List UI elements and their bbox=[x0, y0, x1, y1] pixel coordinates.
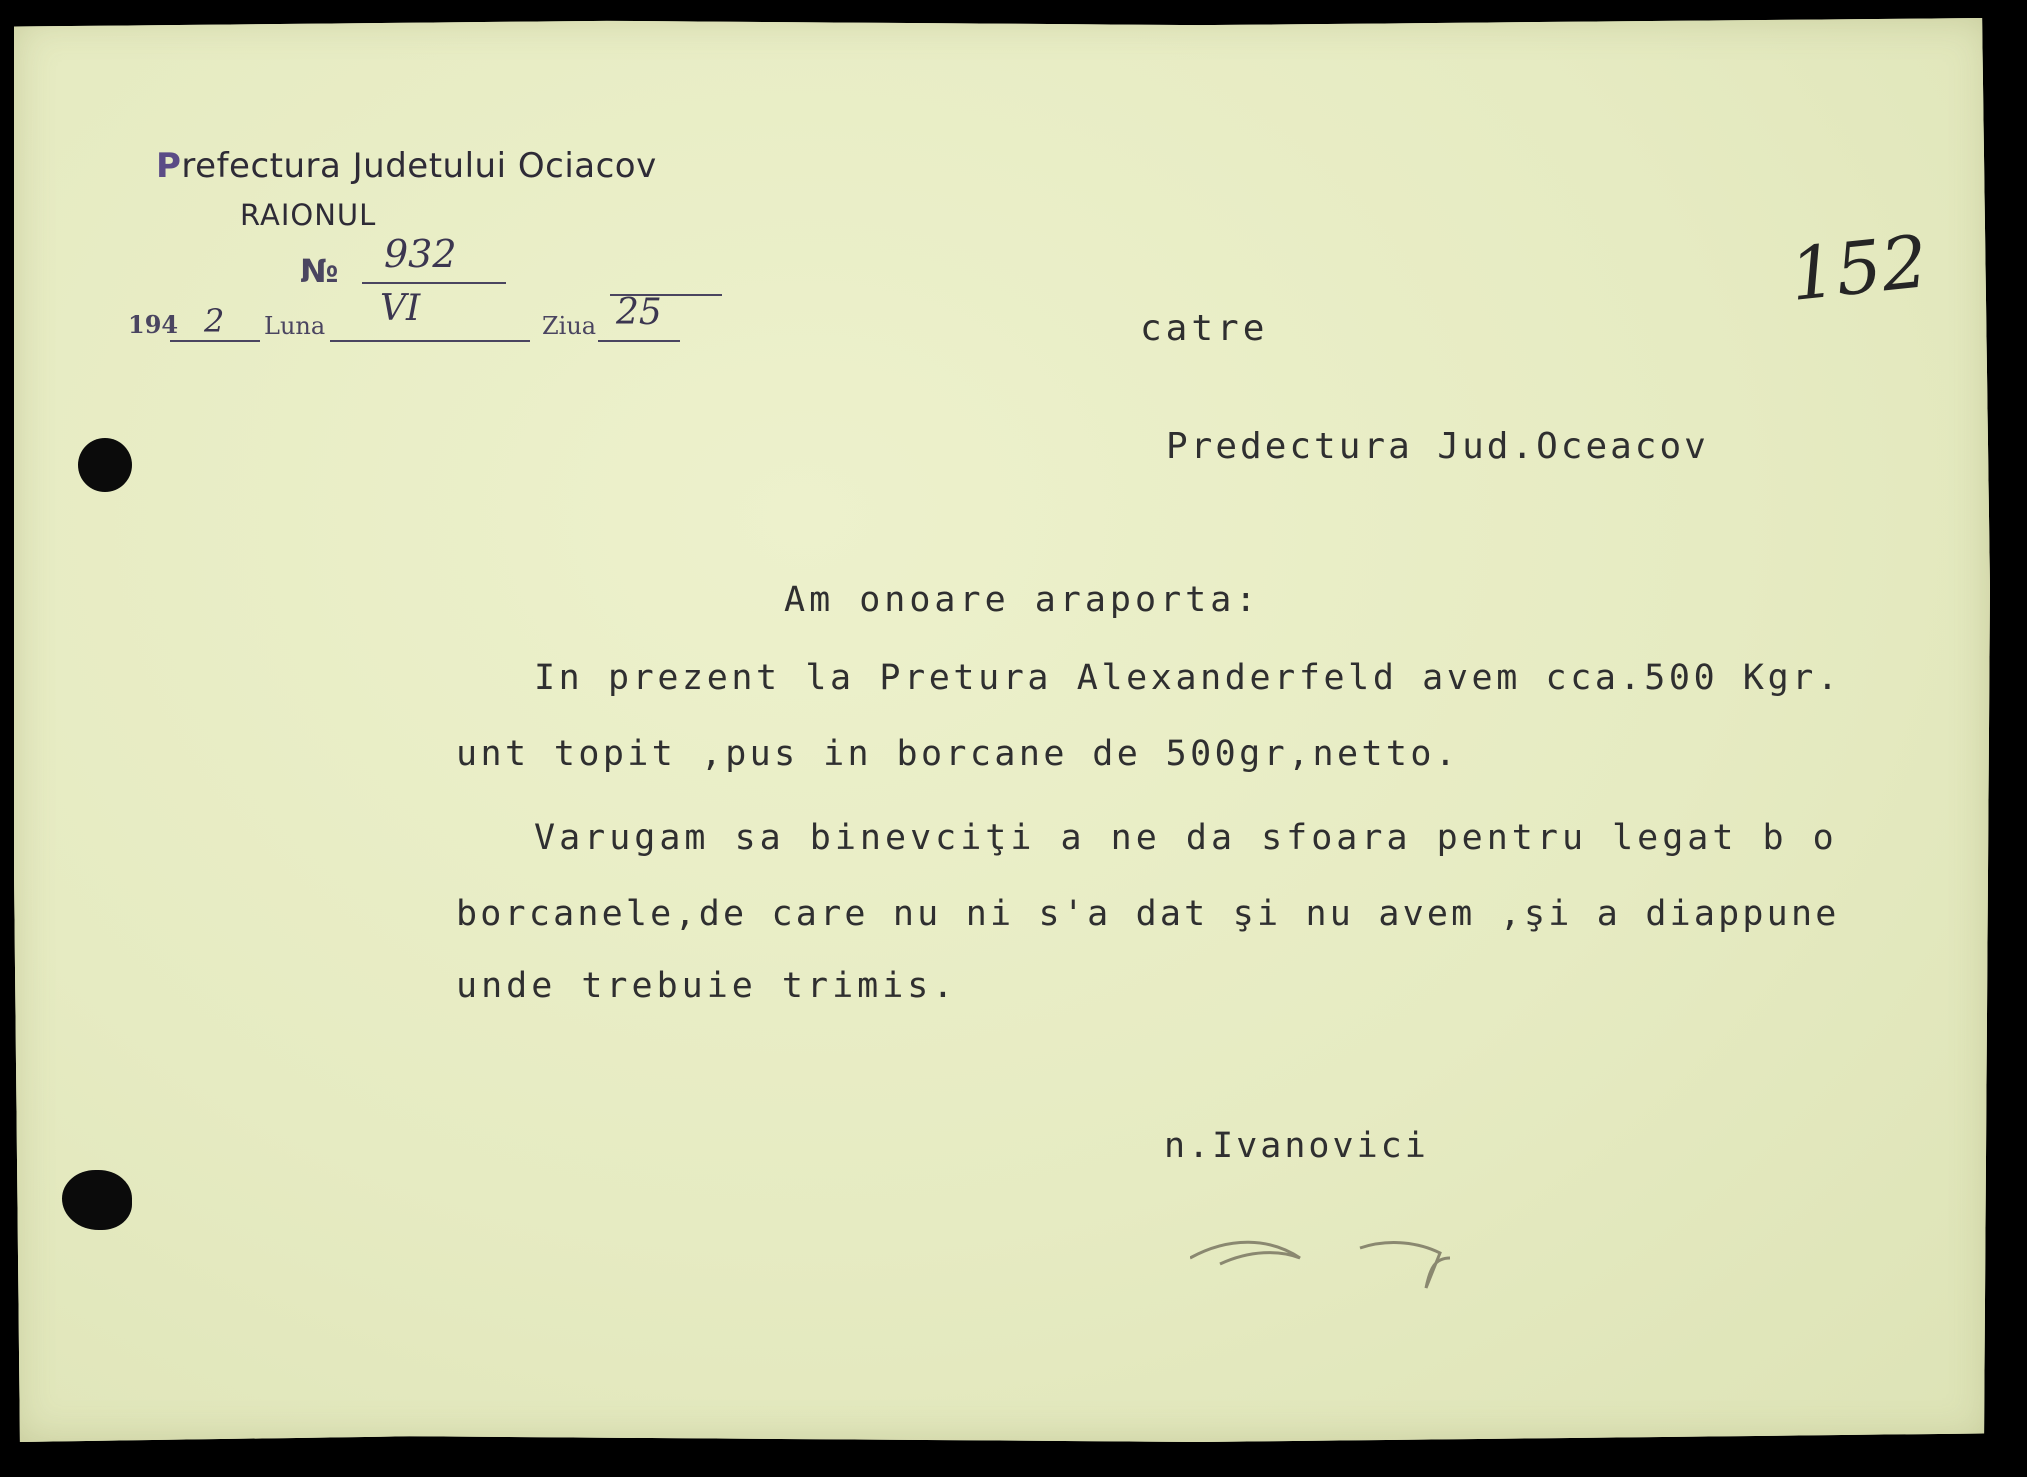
signature-name: n.Ivanovici bbox=[1164, 1126, 1429, 1166]
body-line: unde trebuie trimis. bbox=[456, 966, 958, 1006]
body-line: In prezent la Pretura Alexanderfeld avem cca.500 Kgr. bbox=[534, 658, 1842, 698]
registration-number-sub: VI bbox=[380, 288, 421, 329]
dateline-day-value: 25 bbox=[616, 292, 662, 333]
salutation: Am onoare araporta: bbox=[784, 580, 1261, 620]
punch-hole-top bbox=[78, 438, 132, 492]
body-line: unt topit ,pus in borcane de 500gr,netto. bbox=[456, 734, 1460, 774]
recipient-prefix: catre bbox=[1140, 308, 1269, 349]
punch-hole-bottom bbox=[62, 1170, 132, 1230]
folio-number: 152 bbox=[1785, 219, 1932, 317]
letterhead-office: Prefectura Judetului Ociacov bbox=[156, 146, 657, 186]
registration-number-label: № bbox=[300, 252, 339, 290]
registration-number-rule bbox=[362, 282, 506, 284]
body-line: borcanele,de care nu ni s'a dat şi nu avem ,şi a diappune bbox=[456, 894, 1840, 934]
dateline-month-label: Luna bbox=[264, 312, 326, 340]
signature-scribble bbox=[1190, 1228, 1490, 1318]
body-line: Varugam sa binevciţi a ne da sfoara pentru legat b o bbox=[534, 818, 1838, 858]
dateline-month-rule bbox=[330, 340, 530, 342]
dateline-day-label: Ziua bbox=[542, 312, 597, 340]
registration-number-value: 932 bbox=[384, 232, 457, 276]
recipient-name: Predectura Jud.Oceacov bbox=[1166, 426, 1709, 467]
dateline-year-digit: 2 bbox=[204, 302, 225, 340]
dateline-year-rule bbox=[170, 340, 260, 342]
dateline-day-rule bbox=[598, 340, 680, 342]
letterhead-raion: RAIONUL bbox=[240, 198, 377, 232]
dateline-year-prefix: 194 bbox=[128, 310, 179, 339]
